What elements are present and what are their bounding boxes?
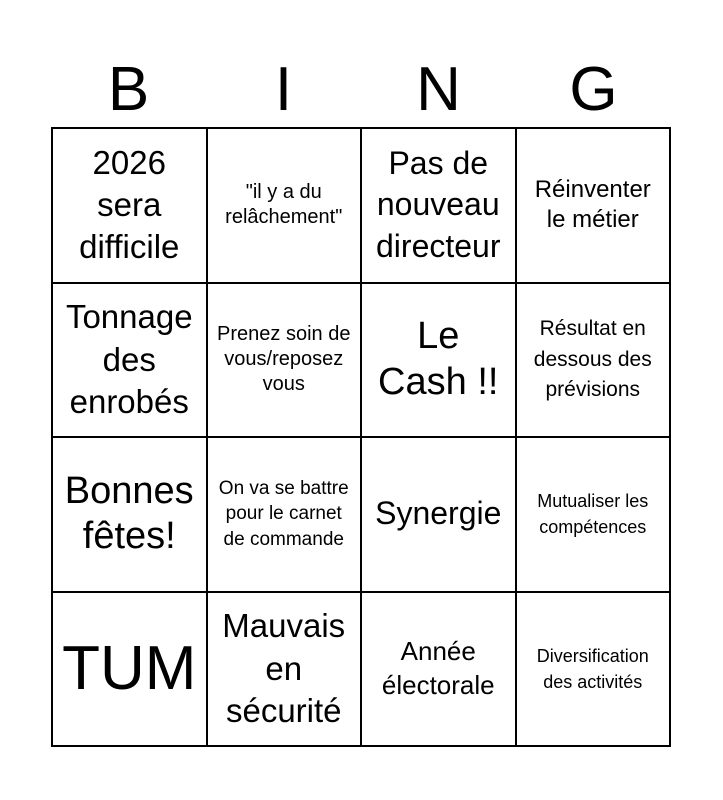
bingo-cell[interactable] [517, 593, 672, 748]
bingo-cell[interactable] [362, 284, 517, 439]
bingo-cell[interactable] [517, 438, 672, 593]
bingo-cell[interactable] [362, 438, 517, 593]
cell-text: TUM [62, 633, 197, 703]
cell-text: Réinventer le métier [534, 176, 651, 234]
cell-text: Prenez soin de vous/reposez vous [217, 323, 351, 396]
cell-text: Année électorale [381, 635, 495, 700]
bingo-board [51, 127, 671, 747]
cell-text: Tonnage des enrobés [65, 298, 193, 420]
bingo-cell[interactable] [53, 438, 208, 593]
cell-text: Le Cash !! [378, 315, 499, 403]
cell-text: Synergie [375, 495, 502, 532]
bingo-header [51, 52, 671, 128]
bingo-cell[interactable] [362, 593, 517, 748]
header-letter-n: N [416, 55, 461, 124]
bingo-cell[interactable] [517, 129, 672, 284]
cell-text: On va se battre pour le carnet de commande [218, 477, 349, 551]
cell-text: Diversification des activités [536, 645, 649, 692]
cell-text: "il y a du relâchement" [225, 181, 343, 229]
bingo-cell[interactable] [53, 129, 208, 284]
cell-text: Pas de nouveau directeur [376, 144, 501, 265]
header-letter-g: G [569, 55, 618, 124]
cell-text: Bonnes fêtes! [64, 469, 194, 558]
header-letter-b: B [107, 55, 150, 124]
bingo-cell[interactable] [208, 438, 363, 593]
bingo-cell[interactable] [208, 284, 363, 439]
bingo-cell[interactable] [362, 129, 517, 284]
cell-text: Mauvais en sécurité [222, 607, 346, 729]
cell-text: Mutualiser les compétences [537, 491, 649, 538]
bingo-cell[interactable] [53, 284, 208, 439]
bingo-cell[interactable] [53, 593, 208, 748]
bingo-cell[interactable] [208, 129, 363, 284]
header-letter-i: I [274, 55, 293, 124]
bingo-cell[interactable] [517, 284, 672, 439]
cell-text: 2026 sera difficile [79, 143, 180, 266]
bingo-cell[interactable] [208, 593, 363, 748]
cell-text: Résultat en dessous des prévisions [533, 317, 652, 401]
